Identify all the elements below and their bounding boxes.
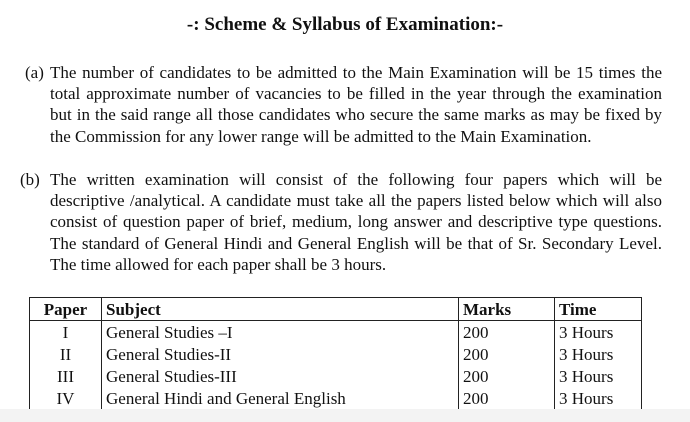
cell-subject: General Studies-III: [102, 365, 459, 387]
cell-paper: III: [30, 365, 102, 387]
paragraph-marker: (a): [25, 63, 44, 82]
paragraph-b: [20, 169, 662, 275]
header-marks: Marks: [459, 298, 555, 321]
cell-marks: 200: [459, 387, 555, 410]
page-title: -: Scheme & Syllabus of Examination:-: [186, 14, 504, 35]
paragraph-marker: (b): [20, 170, 40, 189]
cell-paper: II: [30, 343, 102, 365]
table-row: [30, 321, 642, 344]
cell-time: 3 Hours: [555, 343, 642, 365]
header-subject: Subject: [102, 298, 459, 321]
cell-marks: 200: [459, 343, 555, 365]
cell-marks: 200: [459, 321, 555, 344]
table-row: [30, 387, 642, 410]
header-time: Time: [555, 298, 642, 321]
paragraph-a: [25, 62, 662, 147]
table-row: [30, 343, 642, 365]
cell-paper: IV: [30, 387, 102, 410]
table-header-row: [30, 298, 642, 321]
cell-subject: General Studies-II: [102, 343, 459, 365]
cell-marks: 200: [459, 365, 555, 387]
cell-subject: General Hindi and General English: [102, 387, 459, 410]
cell-subject: General Studies –I: [102, 321, 459, 344]
paragraph-text: The written examination will consist of the following four papers which will be descriptive /analytical. A candidate must take all the papers listed below which will also consist of question paper of brief, medium, long answer and descriptive type questions. The standard of General Hindi and General English will be that of Sr. Secondary Level. The time allowed for each paper shall be 3 hours.: [50, 170, 662, 274]
table-row: [30, 365, 642, 387]
header-paper: Paper: [30, 298, 102, 321]
cell-time: 3 Hours: [555, 365, 642, 387]
papers-table: [29, 297, 642, 410]
cell-time: 3 Hours: [555, 321, 642, 344]
cell-time: 3 Hours: [555, 387, 642, 410]
paragraph-text: The number of candidates to be admitted to the Main Examination will be 15 times the total approximate number of vacancies to be filled in the year through the examination but in the said range all those candidates who secure the same marks as may be fixed by the Commission for any lower range will be admitted to the Main Examination.: [50, 63, 662, 146]
cell-paper: I: [30, 321, 102, 344]
page-bottom-edge: [0, 409, 690, 422]
